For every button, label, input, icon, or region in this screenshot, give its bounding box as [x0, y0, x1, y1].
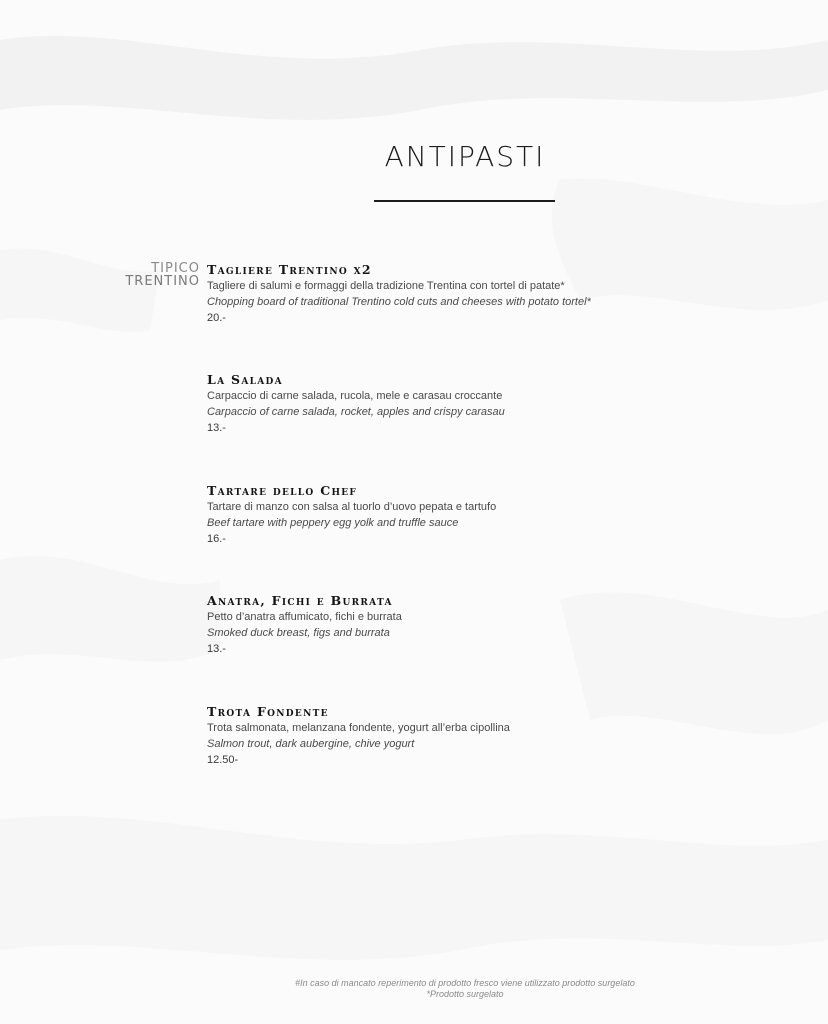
item-description-it: Tagliere di salumi e formaggi della tradizione Trentina con tortel di patate*	[207, 280, 565, 292]
footer-notes	[160, 978, 770, 1000]
footer-note-frozen-substitute: #In caso di mancato reperimento di prodotto fresco viene utilizzato prodotto surgelato	[295, 978, 635, 988]
item-description-en: Beef tartare with peppery egg yolk and truffle sauce	[207, 517, 459, 529]
item-description-en: Carpaccio of carne salada, rocket, apples and crispy carasau	[207, 406, 505, 418]
footer-note-frozen-product: *Prodotto surgelato	[426, 989, 504, 999]
item-price: 13.-	[207, 643, 226, 655]
tipico-trentino-tag	[110, 262, 200, 288]
item-price: 12.50-	[207, 754, 239, 766]
item-description-en: Salmon trout, dark aubergine, chive yogurt	[207, 738, 415, 750]
menu-item	[207, 262, 727, 326]
menu-item	[207, 593, 727, 657]
item-description-en: Smoked duck breast, figs and burrata	[207, 627, 390, 639]
item-description-en: Chopping board of traditional Trentino cold cuts and cheeses with potato tortel*	[207, 296, 591, 308]
menu-item	[207, 704, 727, 768]
item-name: Trota Fondente	[207, 704, 329, 719]
item-price: 13.-	[207, 422, 226, 434]
tag-line-2: TRENTINO	[125, 274, 200, 289]
title-divider	[374, 200, 555, 202]
item-price: 20.-	[207, 312, 226, 324]
item-name: Tagliere Trentino x2	[207, 262, 372, 277]
menu-item	[207, 483, 727, 547]
item-price: 16.-	[207, 533, 226, 545]
item-name: La Salada	[207, 372, 283, 387]
item-description-it: Petto d’anatra affumicato, fichi e burrata	[207, 611, 402, 623]
item-description-it: Carpaccio di carne salada, rucola, mele e carasau croccante	[207, 390, 503, 402]
item-description-it: Trota salmonata, melanzana fondente, yogurt all’erba cipollina	[207, 722, 510, 734]
menu-item	[207, 372, 727, 436]
item-name: Anatra, Fichi e Burrata	[207, 593, 393, 608]
page-title: ANTIPASTI	[384, 140, 546, 173]
item-name: Tartare dello Chef	[207, 483, 358, 498]
tag-line-1: TIPICO	[151, 261, 200, 276]
item-description-it: Tartare di manzo con salsa al tuorlo d’uovo pepata e tartufo	[207, 501, 497, 513]
